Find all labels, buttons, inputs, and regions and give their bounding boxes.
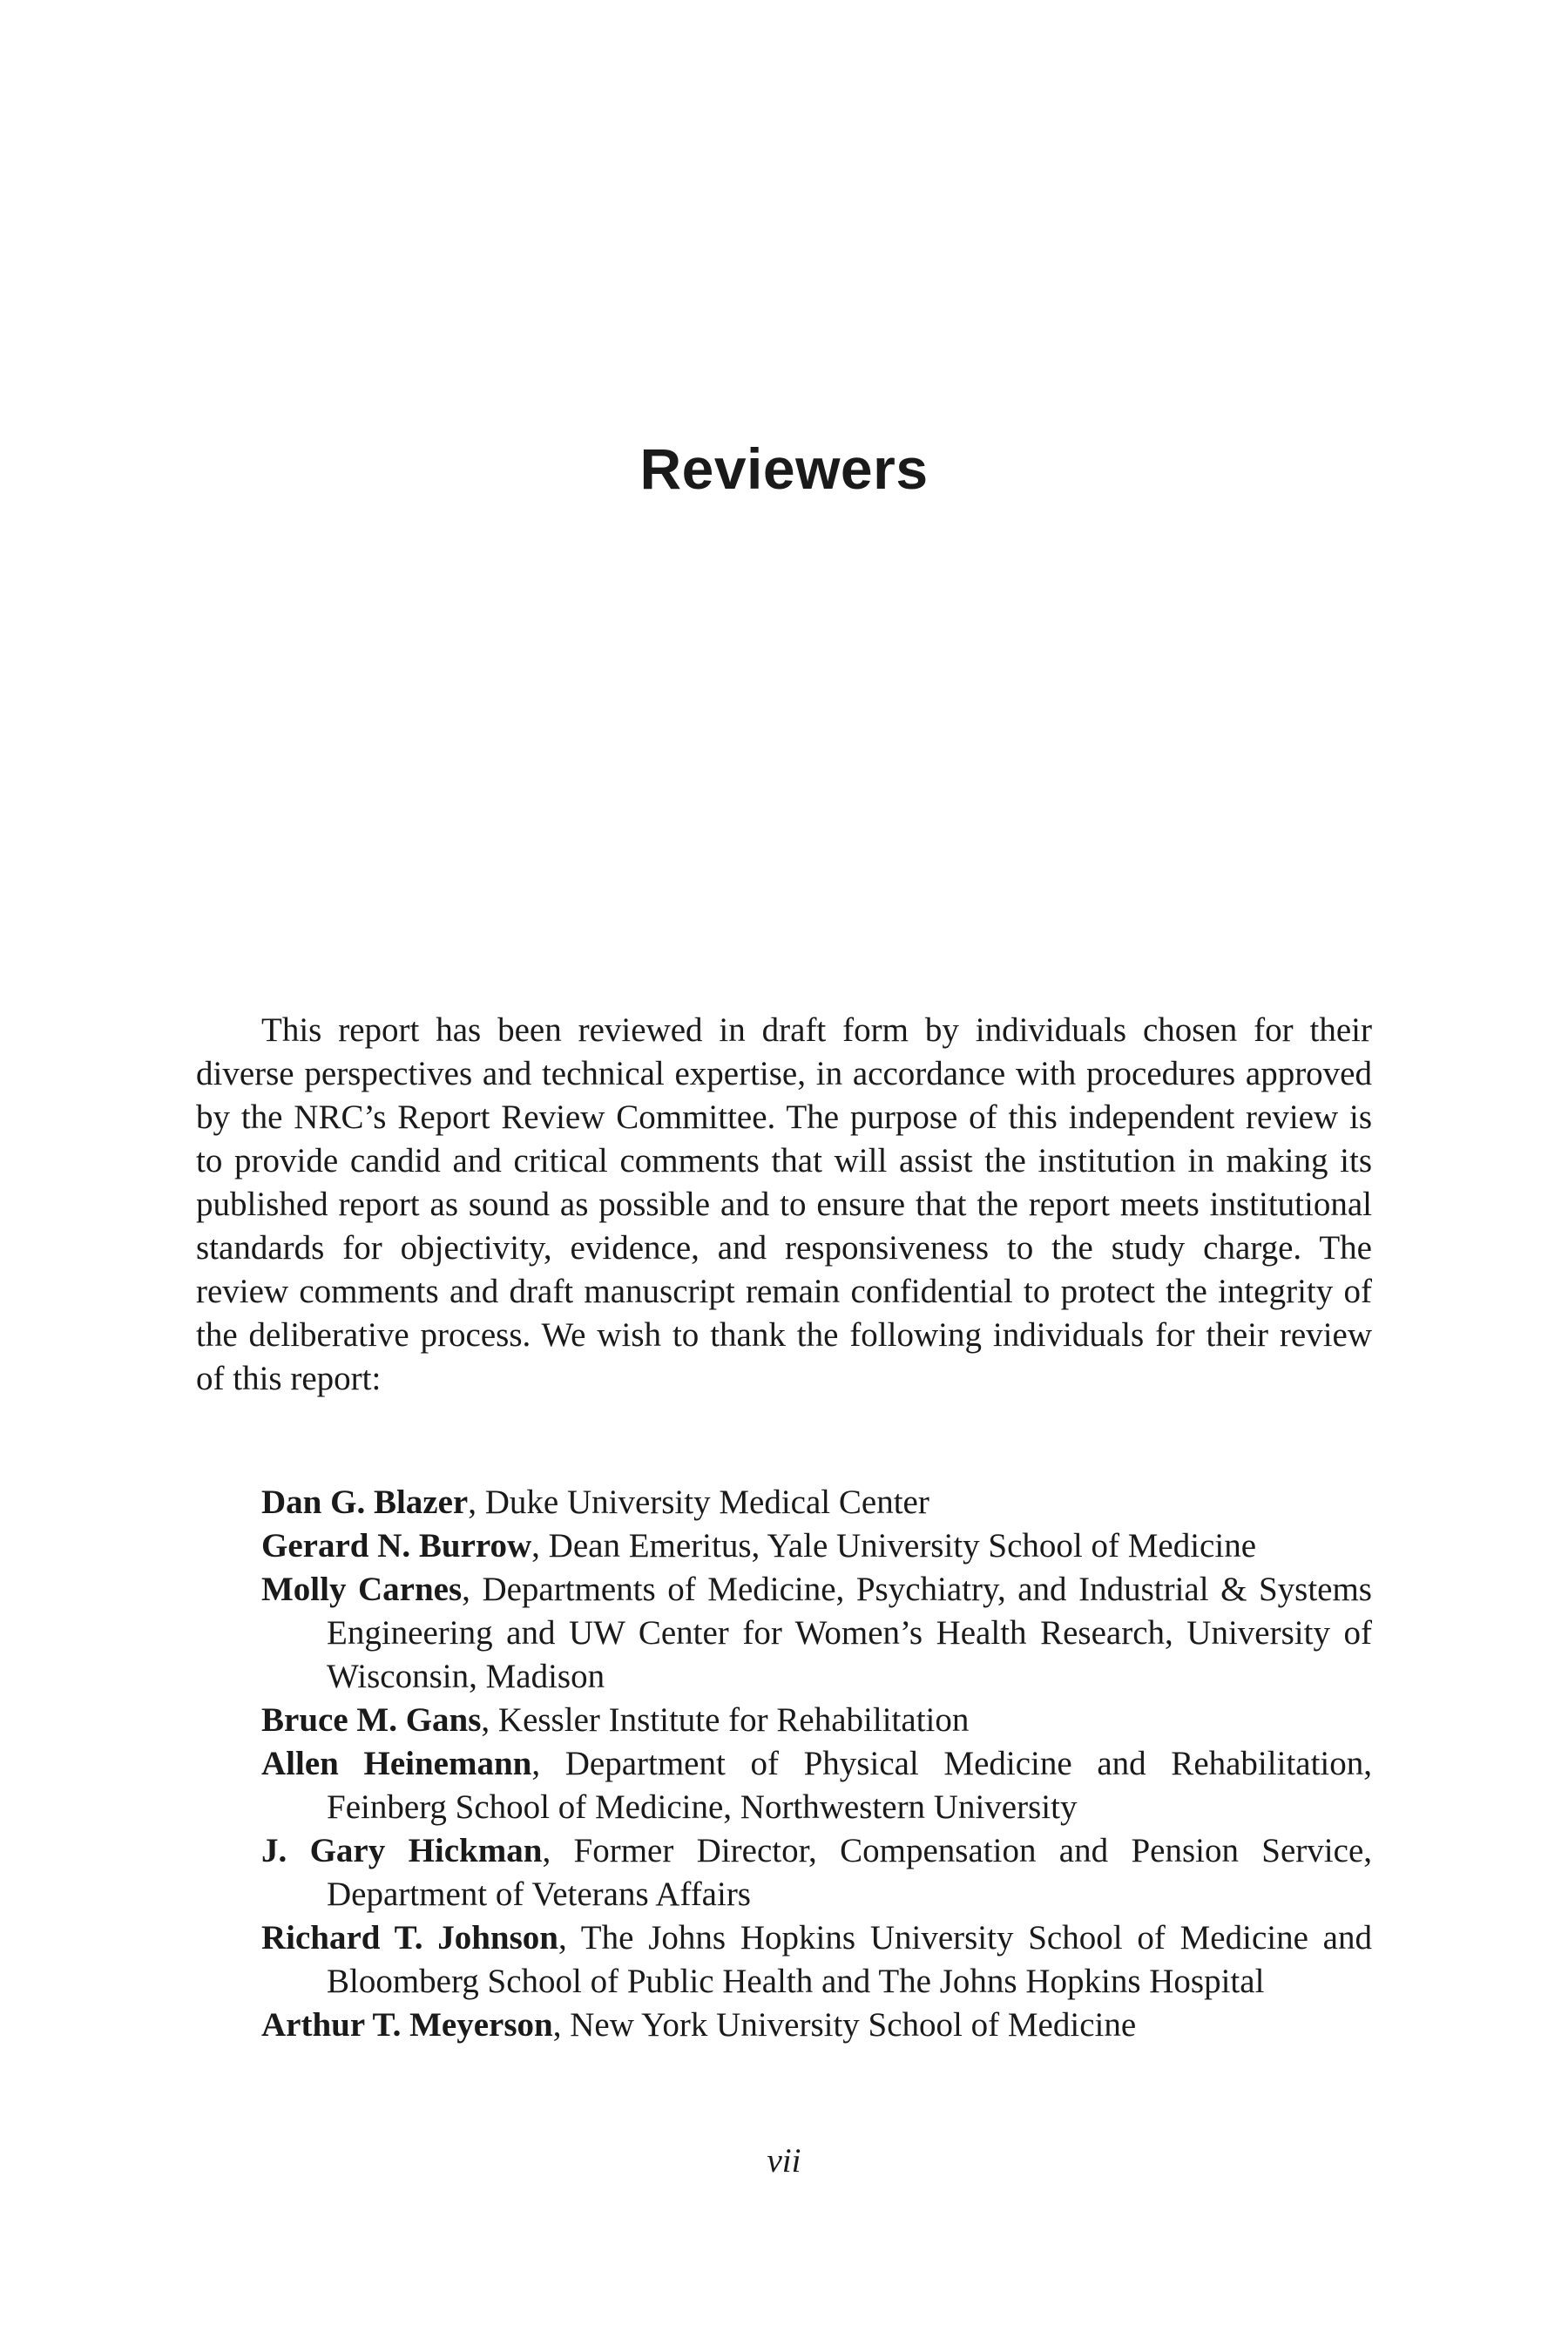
reviewer-name: Richard T. Johnson bbox=[261, 1919, 558, 1957]
reviewer-affiliation: , New York University School of Medicine bbox=[552, 2006, 1137, 2044]
page-number: vii bbox=[767, 2142, 801, 2180]
reviewer-name: Arthur T. Meyerson bbox=[261, 2006, 553, 2044]
reviewer-name: Bruce M. Gans bbox=[261, 1701, 482, 1739]
reviewer-list bbox=[261, 1481, 1372, 2047]
reviewer-affiliation: , Kessler Institute for Rehabilitation bbox=[481, 1701, 970, 1739]
reviewer-affiliation: , Duke University Medical Center bbox=[468, 1484, 929, 1521]
reviewer-entry bbox=[261, 1568, 1372, 1699]
reviewer-name: Allen Heinemann bbox=[261, 1745, 532, 1782]
reviewer-name: Molly Carnes bbox=[261, 1571, 463, 1608]
reviewer-entry bbox=[261, 1524, 1372, 1568]
reviewer-affiliation: , Dean Emeritus, Yale University School of Medicine bbox=[531, 1527, 1257, 1565]
reviewer-entry bbox=[261, 1916, 1372, 2004]
reviewer-entry bbox=[261, 1742, 1372, 1829]
reviewer-name: Dan G. Blazer bbox=[261, 1484, 469, 1521]
reviewer-affiliation: , Former Director, Compensation and Pension Service, Department of Veterans Affairs bbox=[327, 1832, 1372, 1913]
reviewer-entry bbox=[261, 1699, 1372, 1742]
reviewer-entry bbox=[261, 1481, 1372, 1524]
reviewer-entry bbox=[261, 2004, 1372, 2047]
reviewer-affiliation: , Departments of Medicine, Psychiatry, and Industrial & Systems Engineering and UW Center for Women’s Health Research, University of Wisconsin, Madison bbox=[327, 1571, 1372, 1695]
reviewer-entry bbox=[261, 1829, 1372, 1916]
reviewer-name: J. Gary Hickman bbox=[261, 1832, 543, 1869]
intro-paragraph: This report has been reviewed in draft form by individuals chosen for their diverse perspectives and technical expertise, in accordance with procedures approved by the NRC’s Report Review Committee. The purpose of this independent review is to provide candid and critical comments that will assist the institution in making its published report as sound as possible and to ensure that the report meets institutional standards for objectivity, evidence, and responsiveness to the study charge. The review comments and draft manuscript remain confidential to protect the integrity of the deliberative process. We wish to thank the following individuals for their review of this report: bbox=[196, 1011, 1372, 1397]
reviewer-affiliation: , Department of Physical Medicine and Rehabilitation, Feinberg School of Medicine, Northwestern University bbox=[327, 1745, 1373, 1826]
reviewer-affiliation: , The Johns Hopkins University School of Medicine and Bloomberg School of Public Health and The Johns Hopkins Hospital bbox=[327, 1919, 1372, 2000]
reviewer-name: Gerard N. Burrow bbox=[261, 1527, 532, 1565]
page-title: Reviewers bbox=[639, 436, 929, 501]
